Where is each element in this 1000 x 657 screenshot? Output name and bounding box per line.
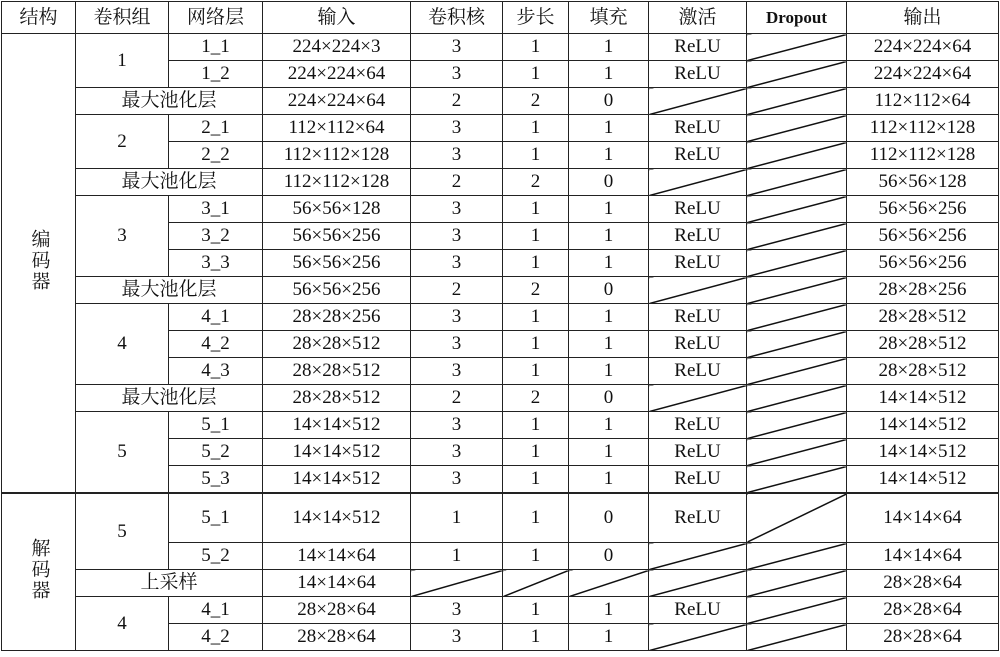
table-row [2,34,999,61]
cell-stride: 1 [503,412,569,439]
layer-name: 5_1 [169,493,263,543]
cell-kernel: 3 [411,34,503,61]
cell-output: 28×28×256 [847,277,999,304]
cell-act: ReLU [649,223,747,250]
cell-kernel: 3 [411,196,503,223]
cell-output: 112×112×64 [847,88,999,115]
cell-kernel: 3 [411,142,503,169]
cell-input: 224×224×64 [263,88,411,115]
conv-group-label: 2 [76,115,169,169]
table-row [2,169,999,196]
cell-act: ReLU [649,466,747,494]
table-row [2,115,999,142]
layer-name: 3_3 [169,250,263,277]
table-row [2,597,999,624]
cell-pad: 1 [569,466,649,494]
cell-kernel: 3 [411,331,503,358]
cell-output: 28×28×64 [847,570,999,597]
cell-input: 28×28×512 [263,358,411,385]
cell-dropout-empty [747,493,847,543]
cell-pad: 1 [569,439,649,466]
cell-act-empty [649,88,747,115]
cell-kernel: 3 [411,115,503,142]
cell-stride: 2 [503,277,569,304]
cell-kernel: 2 [411,385,503,412]
cell-stride: 1 [503,466,569,494]
cell-input: 28×28×256 [263,304,411,331]
merged-layer-label: 最大池化层 [76,169,263,196]
cell-pad: 0 [569,543,649,570]
column-header: 卷积组 [76,2,169,34]
cell-pad-empty [569,570,649,597]
cell-pad: 1 [569,34,649,61]
cell-output: 14×14×512 [847,466,999,494]
cell-stride: 1 [503,61,569,88]
cell-act: ReLU [649,34,747,61]
cell-output: 14×14×64 [847,493,999,543]
cell-dropout-empty [747,358,847,385]
cell-output: 224×224×64 [847,61,999,88]
layer-name: 2_2 [169,142,263,169]
cell-kernel: 2 [411,169,503,196]
column-header: 步长 [503,2,569,34]
table-row [2,385,999,412]
table-row [2,277,999,304]
cell-output: 28×28×64 [847,597,999,624]
cell-stride: 1 [503,493,569,543]
cell-dropout-empty [747,169,847,196]
cell-output: 28×28×512 [847,304,999,331]
cell-stride: 1 [503,439,569,466]
cell-pad: 1 [569,597,649,624]
cell-kernel: 3 [411,412,503,439]
cell-pad: 1 [569,250,649,277]
column-header: Dropout [747,2,847,34]
cell-output: 56×56×256 [847,250,999,277]
cell-kernel-empty [411,570,503,597]
cell-input: 56×56×256 [263,250,411,277]
cell-pad: 0 [569,277,649,304]
cell-kernel: 2 [411,277,503,304]
cell-input: 14×14×512 [263,439,411,466]
cell-dropout-empty [747,570,847,597]
conv-group-label: 3 [76,196,169,277]
cell-input: 56×56×256 [263,223,411,250]
cell-input: 56×56×128 [263,196,411,223]
cell-input: 14×14×512 [263,412,411,439]
cell-output: 14×14×512 [847,412,999,439]
cell-stride: 2 [503,385,569,412]
column-header: 卷积核 [411,2,503,34]
cell-act: ReLU [649,412,747,439]
table-row [2,304,999,331]
cell-act-empty [649,277,747,304]
cell-kernel: 3 [411,304,503,331]
cell-output: 14×14×512 [847,385,999,412]
layer-name: 3_1 [169,196,263,223]
conv-group-label: 1 [76,34,169,88]
merged-layer-label: 最大池化层 [76,88,263,115]
layer-name: 2_1 [169,115,263,142]
cell-output: 56×56×256 [847,196,999,223]
cell-output: 224×224×64 [847,34,999,61]
column-header: 结构 [2,2,76,34]
cell-output: 28×28×512 [847,331,999,358]
cell-input: 14×14×512 [263,466,411,494]
cell-stride: 1 [503,250,569,277]
cell-act-empty [649,543,747,570]
cell-kernel: 2 [411,88,503,115]
cell-act: ReLU [649,358,747,385]
cell-kernel: 3 [411,223,503,250]
cell-output: 56×56×128 [847,169,999,196]
cell-dropout-empty [747,115,847,142]
column-header: 网络层 [169,2,263,34]
table-row [2,88,999,115]
cell-dropout-empty [747,543,847,570]
cell-stride: 2 [503,169,569,196]
cell-dropout-empty [747,223,847,250]
cell-stride: 2 [503,88,569,115]
cell-dropout-empty [747,88,847,115]
cell-stride: 1 [503,304,569,331]
conv-group-label: 5 [76,493,169,570]
column-header: 激活 [649,2,747,34]
cell-dropout-empty [747,304,847,331]
cell-stride: 1 [503,543,569,570]
layer-name: 5_1 [169,412,263,439]
cell-dropout-empty [747,196,847,223]
table-row [2,196,999,223]
merged-layer-label: 最大池化层 [76,277,263,304]
cell-input: 112×112×128 [263,142,411,169]
layer-name: 4_1 [169,304,263,331]
cell-dropout-empty [747,61,847,88]
cell-stride: 1 [503,597,569,624]
cell-kernel: 3 [411,466,503,494]
layer-name: 4_2 [169,331,263,358]
cell-act: ReLU [649,331,747,358]
merged-layer-label: 上采样 [76,570,263,597]
cell-stride: 1 [503,142,569,169]
cell-input: 56×56×256 [263,277,411,304]
cell-dropout-empty [747,331,847,358]
layer-name: 4_2 [169,624,263,651]
section-label [2,34,76,494]
cell-pad: 1 [569,331,649,358]
cell-pad: 1 [569,61,649,88]
cell-kernel: 1 [411,493,503,543]
conv-group-label: 5 [76,412,169,494]
cell-act-empty [649,570,747,597]
merged-layer-label: 最大池化层 [76,385,263,412]
layer-name: 5_2 [169,543,263,570]
cell-input: 14×14×64 [263,543,411,570]
column-header: 输出 [847,2,999,34]
cell-input: 28×28×64 [263,597,411,624]
cell-stride-empty [503,570,569,597]
cell-act: ReLU [649,115,747,142]
cell-dropout-empty [747,466,847,494]
cell-dropout-empty [747,412,847,439]
cell-kernel: 3 [411,597,503,624]
column-header: 填充 [569,2,649,34]
cell-pad: 1 [569,223,649,250]
cell-dropout-empty [747,624,847,651]
cell-output: 28×28×512 [847,358,999,385]
cell-output: 112×112×128 [847,142,999,169]
cell-pad: 0 [569,88,649,115]
cell-input: 28×28×512 [263,331,411,358]
cell-pad: 1 [569,142,649,169]
cell-pad: 1 [569,115,649,142]
cell-input: 224×224×3 [263,34,411,61]
cell-dropout-empty [747,385,847,412]
cell-dropout-empty [747,439,847,466]
cell-act: ReLU [649,142,747,169]
cell-stride: 1 [503,196,569,223]
cell-act: ReLU [649,250,747,277]
cell-output: 112×112×128 [847,115,999,142]
cell-pad: 1 [569,304,649,331]
layer-name: 3_2 [169,223,263,250]
cell-output: 14×14×64 [847,543,999,570]
layer-name: 5_3 [169,466,263,494]
cell-dropout-empty [747,597,847,624]
cell-stride: 1 [503,624,569,651]
cell-input: 28×28×512 [263,385,411,412]
section-label [2,493,76,651]
cell-act: ReLU [649,196,747,223]
cell-stride: 1 [503,34,569,61]
layer-name: 4_1 [169,597,263,624]
cell-kernel: 3 [411,358,503,385]
cell-kernel: 1 [411,543,503,570]
layer-name: 5_2 [169,439,263,466]
cell-stride: 1 [503,331,569,358]
cell-stride: 1 [503,223,569,250]
cell-pad: 1 [569,412,649,439]
cell-pad: 0 [569,385,649,412]
cell-kernel: 3 [411,250,503,277]
table-row [2,570,999,597]
cell-pad: 1 [569,358,649,385]
cell-act: ReLU [649,61,747,88]
cell-output: 56×56×256 [847,223,999,250]
section-label-text: 解码器 [28,538,50,601]
cell-act: ReLU [649,493,747,543]
cell-act-empty [649,169,747,196]
cell-output: 14×14×512 [847,439,999,466]
cell-output: 28×28×64 [847,624,999,651]
cell-dropout-empty [747,142,847,169]
cell-input: 224×224×64 [263,61,411,88]
cell-pad: 1 [569,624,649,651]
table-row [2,493,999,543]
cell-pad: 1 [569,196,649,223]
cell-act-empty [649,385,747,412]
cell-act: ReLU [649,597,747,624]
header-row [2,2,999,34]
cell-input: 28×28×64 [263,624,411,651]
layer-name: 1_2 [169,61,263,88]
conv-group-label: 4 [76,304,169,385]
cell-input: 112×112×64 [263,115,411,142]
layer-name: 1_1 [169,34,263,61]
cell-kernel: 3 [411,61,503,88]
cell-stride: 1 [503,115,569,142]
cell-input: 112×112×128 [263,169,411,196]
cell-pad: 0 [569,493,649,543]
cell-input: 14×14×64 [263,570,411,597]
layer-name: 4_3 [169,358,263,385]
cell-stride: 1 [503,358,569,385]
cell-act: ReLU [649,304,747,331]
cell-act-empty [649,624,747,651]
network-architecture-table [1,1,999,651]
cell-dropout-empty [747,277,847,304]
cell-kernel: 3 [411,439,503,466]
section-label-text: 编码器 [28,229,50,292]
table-row [2,412,999,439]
conv-group-label: 4 [76,597,169,651]
column-header: 输入 [263,2,411,34]
cell-act: ReLU [649,439,747,466]
cell-pad: 0 [569,169,649,196]
cell-dropout-empty [747,34,847,61]
cell-dropout-empty [747,250,847,277]
cell-input: 14×14×512 [263,493,411,543]
cell-kernel: 3 [411,624,503,651]
